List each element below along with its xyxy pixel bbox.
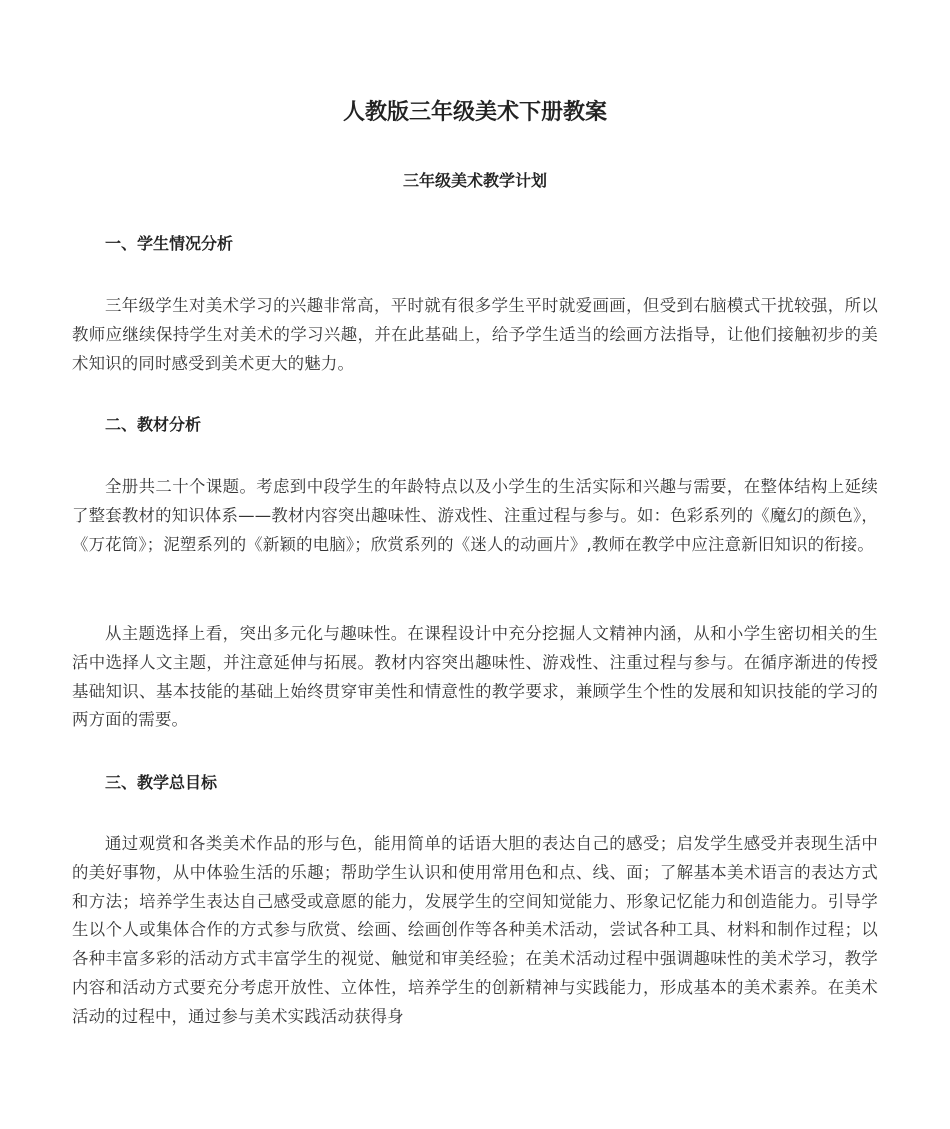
section-heading-textbook-analysis: 二、教材分析 xyxy=(105,415,202,434)
section-paragraph: 从主题选择上看，突出多元化与趣味性。在课程设计中充分挖掘人文精神内涵，从和小学生密切相关的生活中选择人文主题，并注意延伸与拓展。教材内容突出趣味性、游戏性、注重过程与参与。在循序渐进的传授基础知识、基本技能的基础上始终贯穿审美性和情意性的教学要求，兼顾学生个性的发展和知识技能的学习的两方面的需要。 xyxy=(72,624,878,730)
section-paragraph: 全册共二十个课题。考虑到中段学生的年龄特点以及小学生的生活实际和兴趣与需要，在整体结构上延续了整套教材的知识体系——教材内容突出趣味性、游戏性、注重过程与参与。如：色彩系列的《魔幻的颜色》，《万花筒》；泥塑系列的《新颖的电脑》；欣赏系列的《迷人的动画片》,教师在教学中应注意新旧知识的衔接。 xyxy=(72,477,878,554)
document-subtitle: 三年级美术教学计划 xyxy=(402,171,547,190)
section-heading-teaching-goals: 三、教学总目标 xyxy=(105,773,218,792)
section-heading-student-analysis: 一、学生情况分析 xyxy=(105,234,234,253)
section-paragraph: 三年级学生对美术学习的兴趣非常高，平时就有很多学生平时就爱画画，但受到右脑模式干扰较强，所以教师应继续保持学生对美术的学习兴趣，并在此基础上，给予学生适当的绘画方法指导，让他们接触初步的美术知识的同时感受到美术更大的魅力。 xyxy=(72,296,878,373)
section-paragraph: 通过观赏和各类美术作品的形与色，能用简单的话语大胆的表达自己的感受；启发学生感受并表现生活中的美好事物，从中体验生活的乐趣；帮助学生认识和使用常用色和点、线、面；了解基本美术语言的表达方式和方法；培养学生表达自己感受或意愿的能力，发展学生的空间知觉能力、形象记忆能力和创造能力。引导学生以个人或集体合作的方式参与欣赏、绘画、绘画创作等各种美术活动，尝试各种工具、材料和制作过程；以各种丰富多彩的活动方式丰富学生的视觉、触觉和审美经验；在美术活动过程中强调趣味性的美术学习，教学内容和活动方式要充分考虑开放性、立体性，培养学生的创新精神与实践能力，形成基本的美术素养。在美术活动的过程中，通过参与美术实践活动获得身 xyxy=(72,834,878,1026)
document-title: 人教版三年级美术下册教案 xyxy=(342,100,607,125)
